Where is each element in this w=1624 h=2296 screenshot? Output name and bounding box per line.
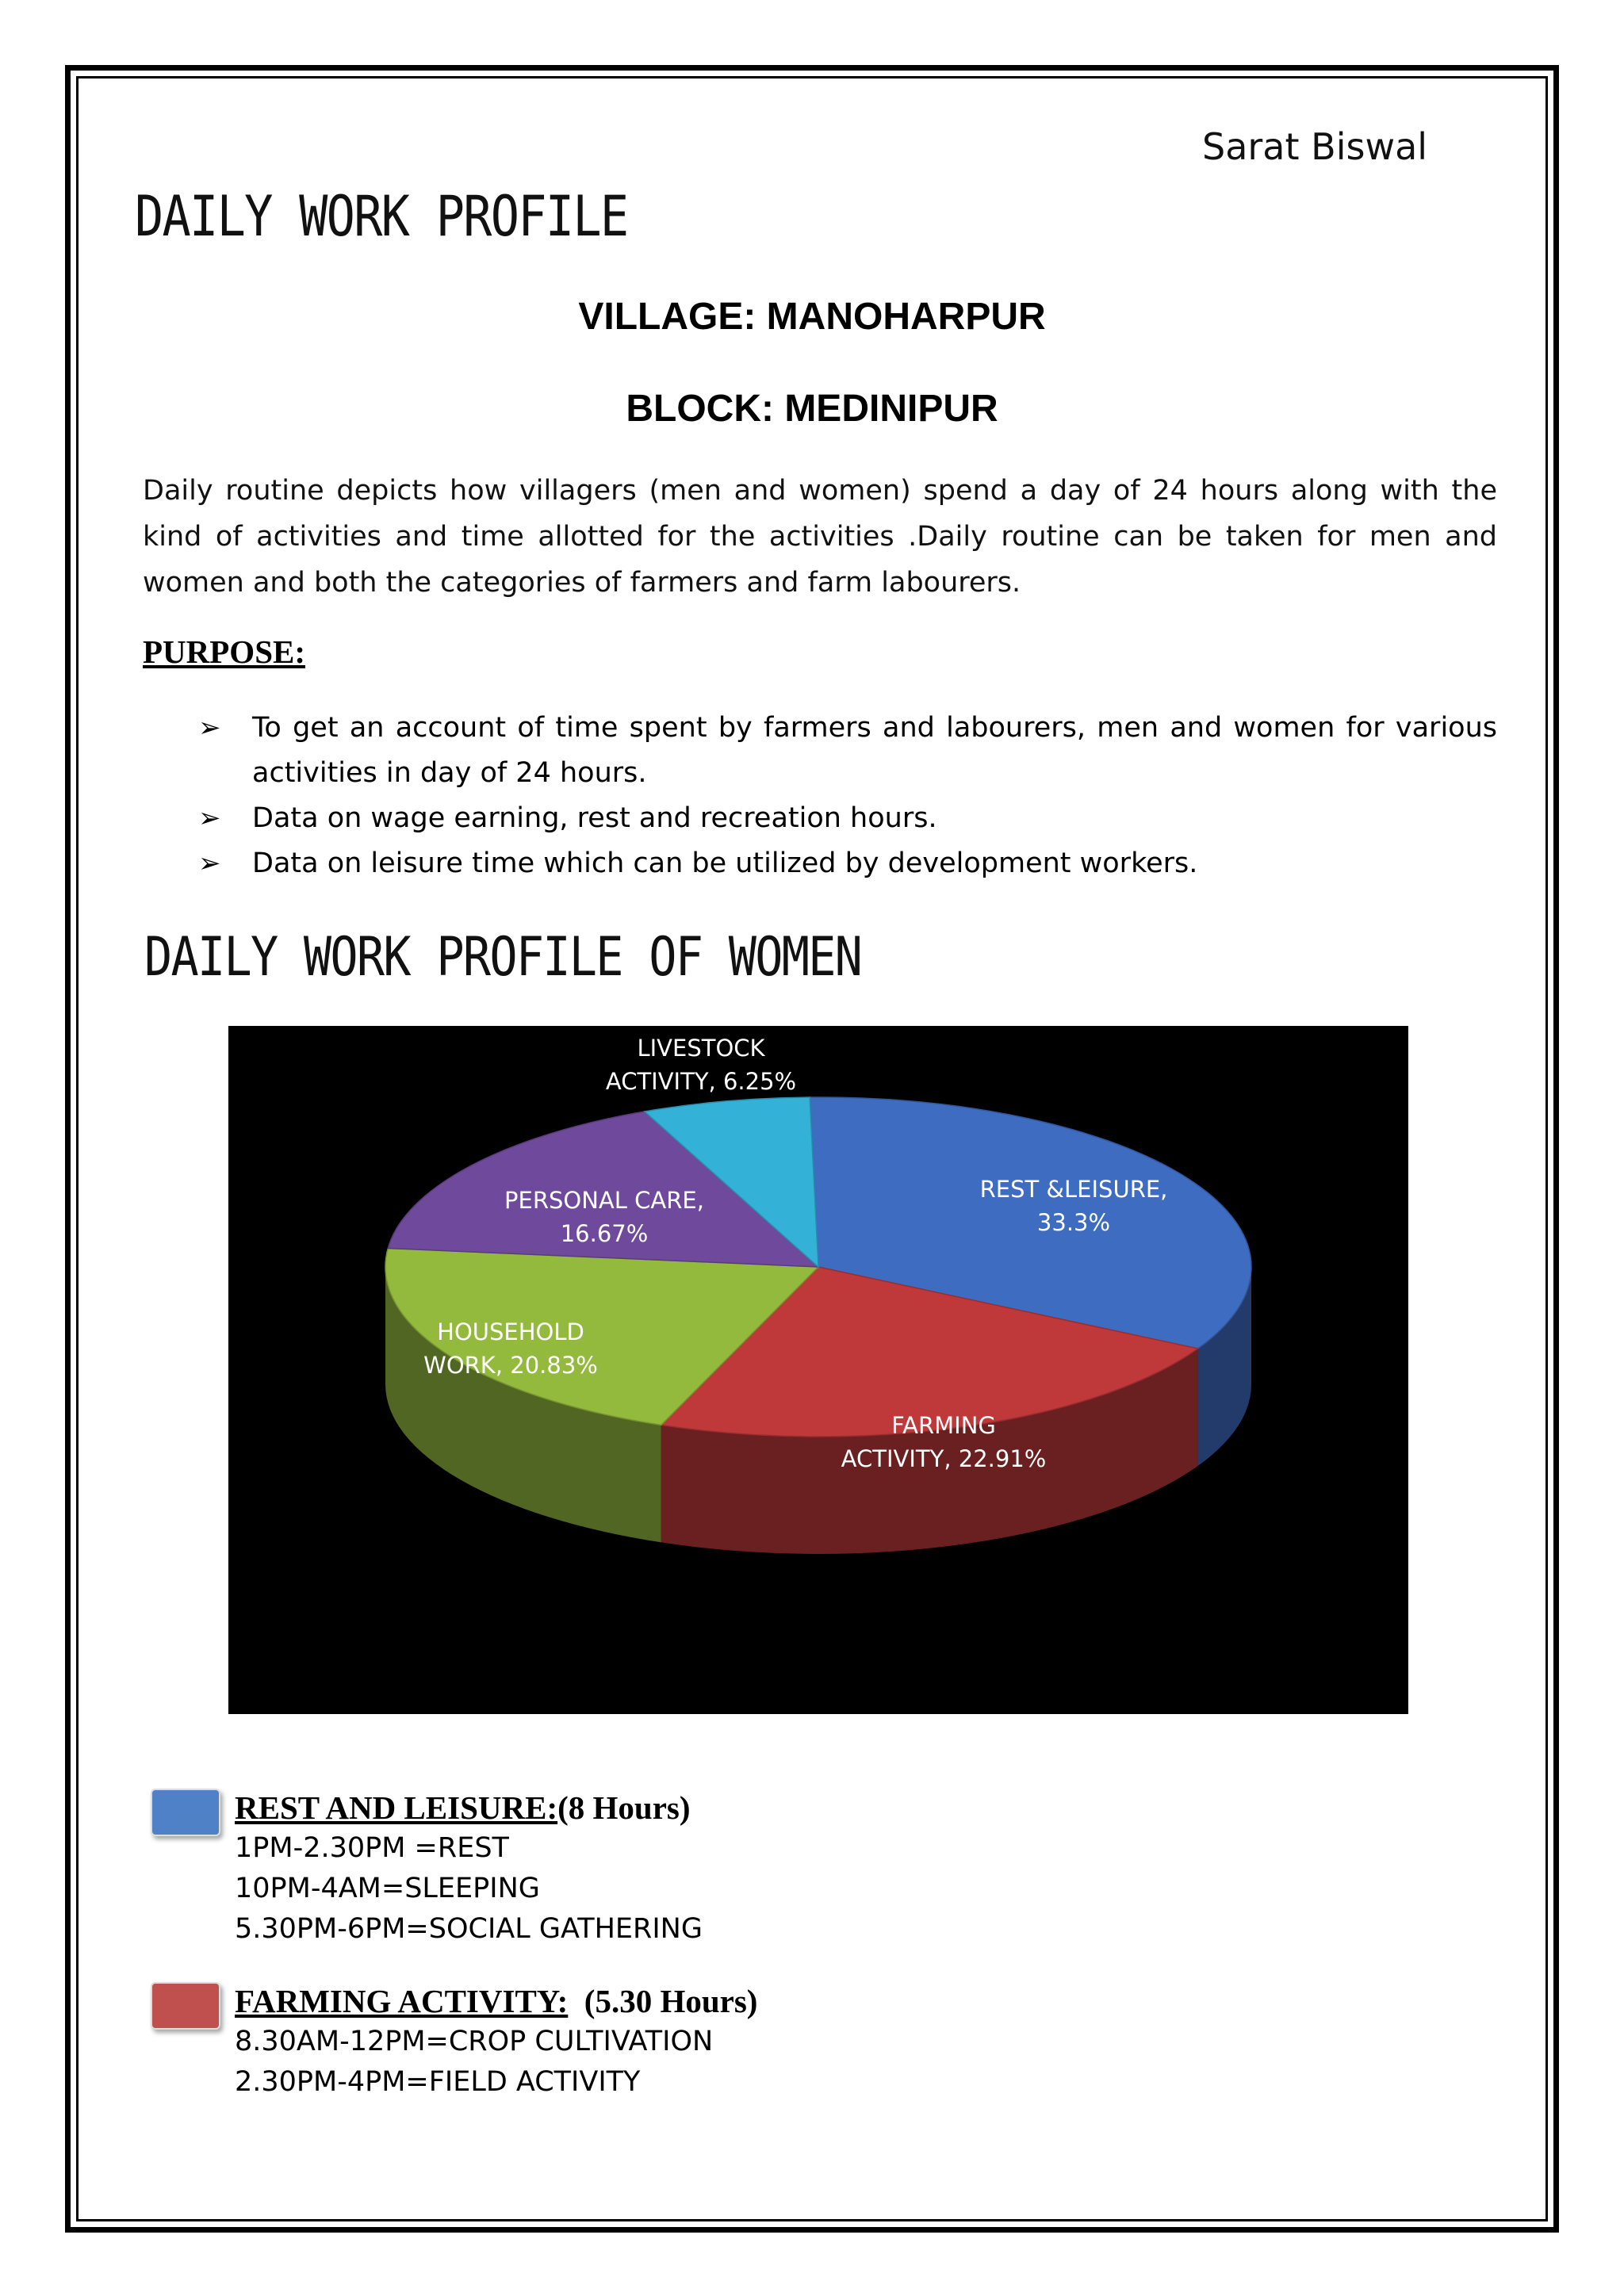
list-item (198, 706, 1497, 796)
legend-line: 5.30PM-6PM=SOCIAL GATHERING (235, 1913, 703, 1945)
legend-lines (235, 1828, 703, 1950)
pie-slice-label: HOUSEHOLD WORK, 20.83% (423, 1318, 598, 1379)
legend-line: 2.30PM-4PM=FIELD ACTIVITY (235, 2066, 641, 2098)
legend-title: FARMING ACTIVITY: (5.30 Hours) (235, 1983, 758, 2019)
red-swatch-icon (151, 1982, 220, 2030)
purpose-list (198, 706, 1497, 886)
bullet-text: Data on wage earning, rest and recreation hours. (252, 802, 937, 834)
pie-slice-label: REST &LEISURE, 33.3% (979, 1176, 1168, 1236)
women-chart-title: DAILY WORK PROFILE OF WOMEN (144, 926, 862, 989)
arrow-bullet-icon: ➢ (198, 712, 221, 744)
pie-chart-svg (228, 1026, 1408, 1714)
list-item (198, 796, 1497, 841)
intro-paragraph: Daily routine depicts how villagers (men and women) spend a day of 24 hours along with the kind of activities and time allotted for the activities .Daily routine can be taken for men and women and both the categories of farmers and farm labourers. (143, 475, 1497, 599)
pie-chart (228, 1026, 1408, 1714)
pie-slice-label: PERSONAL CARE, 16.67% (504, 1187, 704, 1247)
pie-slice-label: LIVESTOCK ACTIVITY, 6.25% (605, 1035, 797, 1095)
pie-slice-label: FARMING ACTIVITY, 22.91% (841, 1412, 1047, 1472)
legend-line: 1PM-2.30PM =REST (235, 1832, 509, 1864)
author-name: Sarat Biswal (1202, 125, 1428, 168)
arrow-bullet-icon: ➢ (198, 802, 221, 834)
village-heading: VILLAGE: MANOHARPUR (578, 296, 1046, 338)
page-title: DAILY WORK PROFILE (135, 184, 628, 249)
legend-title: REST AND LEISURE:(8 Hours) (235, 1789, 691, 1826)
bullet-text: Data on leisure time which can be utilized by development workers. (252, 848, 1198, 879)
legend-line: 8.30AM-12PM=CROP CULTIVATION (235, 2026, 714, 2057)
pie-top (385, 1097, 1251, 1437)
blue-swatch-icon (151, 1789, 220, 1836)
arrow-bullet-icon: ➢ (198, 848, 221, 879)
purpose-heading: PURPOSE: (143, 633, 305, 670)
block-heading: BLOCK: MEDINIPUR (626, 388, 998, 430)
legend-line: 10PM-4AM=SLEEPING (235, 1873, 540, 1904)
legend-lines (235, 2022, 713, 2103)
bullet-text: To get an account of time spent by farmers and labourers, men and women for various activities in day of 24 hours. (252, 712, 1497, 789)
list-item (198, 841, 1497, 886)
